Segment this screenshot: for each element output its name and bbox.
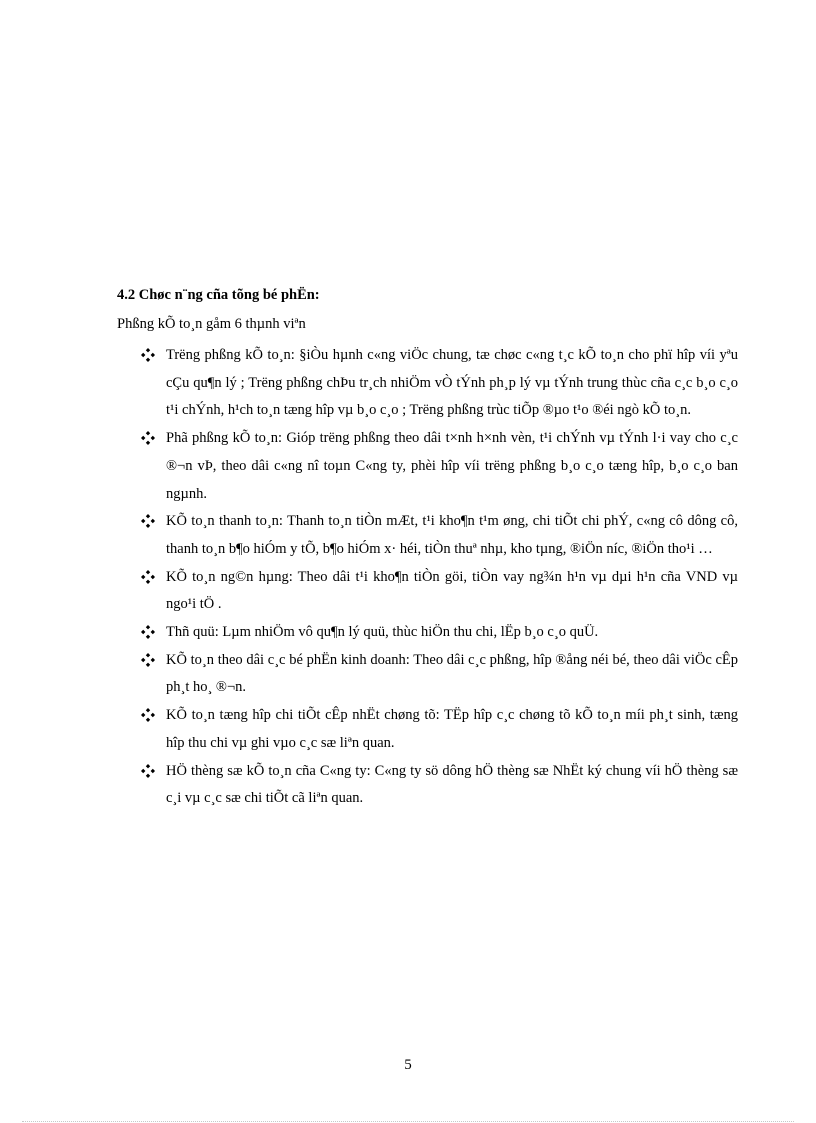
list-item-text: Trëng phßng kÕ to¸n: §iÒu hµnh c«ng viÖc chung, tæ chøc c«ng t¸c kÕ to¸n cho phï hîp víi yªu cÇu qu¶n lý ; Trëng phßng chÞu tr¸ch nhiÖm vÒ tÝnh ph¸p lý vµ tÝnh trung thùc cña c¸c b¸o c¸o t¹i chÝnh, h¹ch to¸n tæng hîp vµ b¸o c¸o ; Trëng phßng trùc tiÕp ®µo t¹o ®éi ngò kÕ to¸n. (166, 347, 738, 419)
list-item (141, 425, 738, 508)
list-item-text: KÕ to¸n ng©n hµng: Theo dâi t¹i kho¶n tiÒn göi, tiÒn vay ng¾n h¹n vµ dµi h¹n cña VND vµ ngo¹i tÖ . (166, 568, 738, 613)
four-diamond-bullet-icon (141, 514, 155, 528)
intro-paragraph: Phßng kÕ to¸n gåm 6 thµnh viªn (117, 316, 306, 332)
responsibility-list (141, 342, 738, 813)
list-item-text: KÕ to¸n tæng hîp chi tiÕt cÊp nhËt chøng tõ: TËp hîp c¸c chøng tõ kÕ to¸n míi ph¸t sinh, tæng hîp thu chi vµ ghi vµo c¸c sæ liªn quan. (166, 707, 738, 751)
list-item-text: KÕ to¸n theo dâi c¸c bé phËn kinh doanh: Theo dâi c¸c phßng, hîp ®ång néi bé, theo dâi viÖc cÊp ph¸t ho¸ ®¬n. (166, 651, 738, 696)
four-diamond-bullet-icon (141, 708, 155, 722)
page-number: 5 (404, 1057, 412, 1073)
list-item (141, 619, 738, 647)
list-item-text: Phã phßng kÕ to¸n: Gióp trëng phßng theo dâi t×nh h×nh vèn, t¹i chÝnh vµ tÝnh l·i vay cho c¸c ®¬n vÞ, theo dâi c«ng nî toµn C«ng ty, phèi hîp víi trëng phßng b¸o c¸o tæng hîp, b¸o c¸o ban ngµnh. (166, 430, 738, 502)
list-item (141, 508, 738, 563)
list-item (141, 647, 738, 702)
list-item (141, 564, 738, 619)
four-diamond-bullet-icon (141, 625, 155, 639)
four-diamond-bullet-icon (141, 348, 155, 362)
list-item-text: Thñ quü: Lµm nhiÖm vô qu¶n lý quü, thùc hiÖn thu chi, lËp b¸o c¸o quÜ. (166, 624, 599, 641)
four-diamond-bullet-icon (141, 653, 155, 667)
section-heading: 4.2 Chøc n¨ng cña tõng bé phËn: (117, 287, 320, 303)
list-item-text: HÖ thèng sæ kÕ to¸n cña C«ng ty: C«ng ty sö dông hÖ thèng sæ NhËt ký chung víi hÖ thèng sæ c¸i vµ c¸c sæ chi tiÕt cã liªn quan. (166, 762, 738, 807)
list-item (141, 342, 738, 425)
page-bottom-divider (22, 1121, 794, 1122)
list-item (141, 702, 738, 757)
four-diamond-bullet-icon (141, 431, 155, 445)
four-diamond-bullet-icon (141, 764, 155, 778)
four-diamond-bullet-icon (141, 570, 155, 584)
list-item (141, 758, 738, 813)
list-item-text: KÕ to¸n thanh to¸n: Thanh to¸n tiÒn mÆt, t¹i kho¶n t¹m øng, chi tiÕt chi phÝ, c«ng cô dông cô, thanh to¸n b¶o hiÓm y tÕ, b¶o hiÓm x· héi, tiÒn thuª nhµ, kho tµng, ®iÖn níc, ®iÖn tho¹i … (166, 513, 738, 557)
